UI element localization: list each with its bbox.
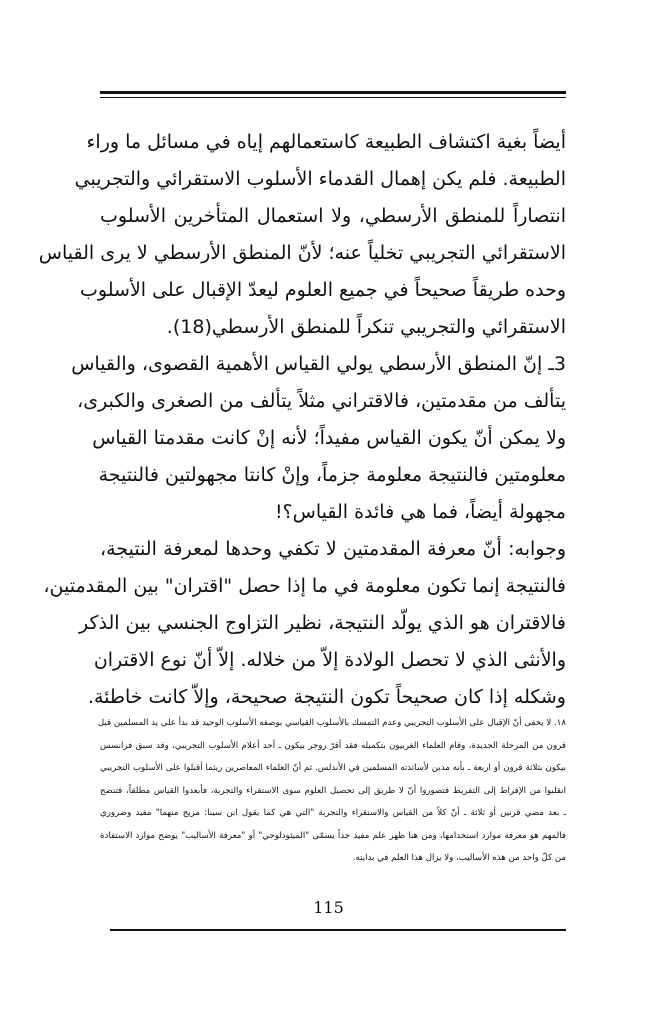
footnote — [97, 712, 566, 870]
text-line: الاستقرائي التجريبي تخلياً عنه؛ لأنّ المنطق الأرسطي لا يرى القياس — [38, 242, 566, 264]
footnote-line: قرون من المرحلة الجديدة، وقام العلماء الغربيون بتكميله فقد أقرّ روجر بيكون ـ أحد أعلام الأسلوب التجريبي، وقد سبق فرانسس — [100, 740, 566, 751]
footnote-line: ـ بعد مضي قرنين أو ثلاثة ـ أنّ كلاً من القياس والاستقراء والتجربة "التي هي كما يقول ابن سينا: مزيج منهما" مفيد وضروري — [100, 808, 566, 818]
header-rule-thin — [100, 97, 566, 98]
footnote-line: من كلّ واحد من هذه الأساليب، ولا يزال هذا العلم في بدايته. — [352, 853, 566, 863]
text-line: مجهولة أيضاً، فما هي فائدة القياس؟! — [274, 501, 566, 523]
text-line: انتصاراً للمنطق الأرسطي، ولا استعمال المتأخرين الأسلوب — [100, 205, 566, 227]
text-line: وشكله إذا كان صحيحاً تكون النتيجة صحيحة، وإلاّ كانت خاطئة. — [87, 686, 566, 708]
text-line: والأنثى الذي لا تحصل الولادة إلاّ من خلاله. إلاّ أنّ نوع الاقتران — [93, 649, 566, 671]
footer-rule — [110, 929, 566, 931]
text-line: الطبيعة. فلم يكن إهمال القدماء الأسلوب الاستقرائي والتجريبي — [74, 168, 566, 190]
footnote-line: انقلبوا من الإفراط إلى التفريط فتصوروا أنّ لا طريق إلى تحصيل العلوم سوى الاستقراء والتجربة، فأبعدوا القياس مطلقاً، فتتضح — [100, 785, 566, 796]
text-line: يتألف من مقدمتين، فالاقتراني مثلاً يتألف من الصغرى والكبرى، — [77, 390, 566, 412]
header-rule-thick — [100, 91, 566, 94]
footnote-line: بيكون بثلاثة قرون أو اربعة ـ بأنه مدين لأساتذته المسلمين في الأندلس. ثم أنّ العلماء المعاصرين ريثما أقبلوا على الأسلوب التجريبي — [100, 763, 566, 773]
text-line: أيضاً بغية اكتشاف الطبيعة كاستعمالهم إياه في مسائل ما وراء — [86, 131, 566, 153]
text-line: وحده طريقاً صحيحاً في جميع العلوم ليعدّ الإقبال على الأسلوب — [80, 279, 566, 301]
text-line: معلومتين فالنتيجة معلومة جزماً، وإنْ كانتا مجهولتين فالنتيجة — [98, 464, 566, 486]
page-number: 115 — [313, 898, 344, 917]
text-line: فالنتيجة إنما تكون معلومة في ما إذا حصل "اقتران" بين المقدمتين، — [43, 575, 566, 597]
footnote-line: ١٨. لا يخفى أنّ الإقبال على الأسلوب التجريبي وعدم التمسك بالأسلوب القياسي بوصفه الأسلوب الوحيد قد بدأ على يد المسلمين قبل — [97, 718, 566, 728]
text-line: فالاقتران هو الذي يولّد النتيجة، نظير التزاوج الجنسي بين الذكر — [78, 612, 566, 634]
text-line: الاستقرائي والتجريبي تنكراً للمنطق الأرسطي(18). — [166, 316, 566, 338]
text-line: وجوابه: أنّ معرفة المقدمتين لا تكفي وحدها لمعرفة النتيجة، — [100, 538, 566, 560]
footnote-line: فالمهم هو معرفة موارد استخدامها، ومن هنا ظهر علم مفيد جداً يسمّى "الميثودلوجي" أو "معرفة الأساليب" يوضح موارد الاستفادة — [100, 830, 566, 841]
text-line: 3ـ إنّ المنطق الأرسطي يولي القياس الأهمية القصوى، والقياس — [71, 353, 566, 375]
main-text — [38, 124, 566, 716]
text-line: ولا يمكن أنّ يكون القياس مفيداً؛ لأنه إنْ كانت مقدمتا القياس — [92, 427, 566, 449]
